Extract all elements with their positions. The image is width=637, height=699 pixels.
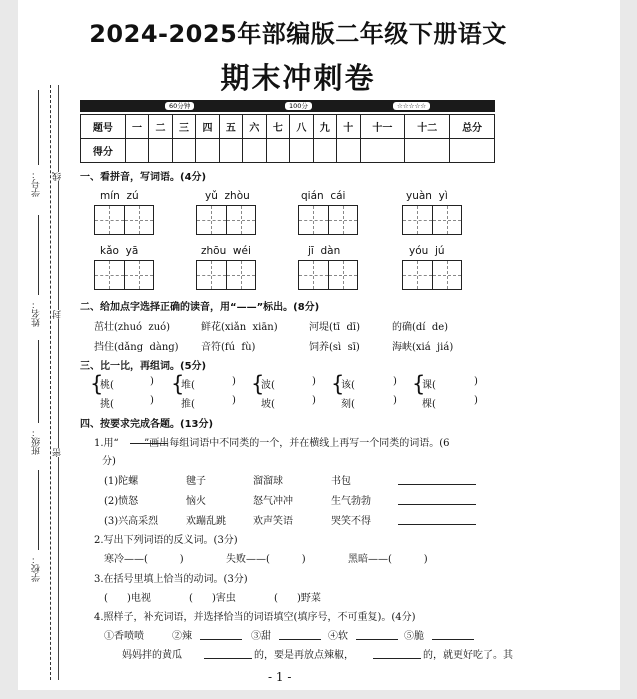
compare-close: ): [312, 395, 316, 406]
q4-part1-instruction: 1.用“ ”画出每组词语中不同类的一个，并在横线上再写一个同类的词语。(6: [94, 438, 450, 449]
writing-grid[interactable]: [298, 205, 358, 235]
score-cell[interactable]: [313, 139, 336, 163]
example-underline: [130, 443, 168, 444]
compare-char: 课(: [422, 380, 436, 391]
word-item: 欢蹦乱跳: [186, 516, 226, 527]
q4-part2-title: 2.写出下列词语的反义词。(3分): [94, 535, 238, 546]
exam-title: 2024-2025年部编版二年级下册语文: [89, 20, 507, 48]
writing-grid[interactable]: [196, 260, 256, 290]
pronunciation-item: 音符(fú fù): [201, 342, 256, 353]
brace: {: [90, 372, 104, 396]
compare-close: ): [393, 395, 397, 406]
writing-grid[interactable]: [298, 260, 358, 290]
class-line: [38, 340, 39, 423]
word-item: 书包: [331, 476, 351, 487]
antonym-item[interactable]: 寒冷——( ): [104, 554, 184, 565]
fill-word: ②辣: [172, 631, 192, 642]
score-col: 九: [313, 115, 336, 139]
score-cell[interactable]: [125, 139, 148, 163]
pronunciation-item: 鲜花(xiǎn xiān): [201, 322, 278, 333]
answer-line[interactable]: [398, 484, 476, 485]
pinyin-label: qián cái: [301, 190, 346, 202]
score-cell[interactable]: [405, 139, 450, 163]
q4-title: 四、按要求完成各题。(13分): [80, 419, 214, 430]
answer-line[interactable]: [373, 658, 421, 659]
answer-line[interactable]: [432, 639, 474, 640]
score-cell[interactable]: [243, 139, 266, 163]
compare-close: ): [474, 395, 478, 406]
score-col: 十一: [360, 115, 405, 139]
binding-mark-xian: 线: [53, 172, 63, 181]
exam-sheet: [18, 0, 620, 690]
brace: {: [331, 372, 345, 396]
compare-close: ): [474, 376, 478, 387]
brace: {: [171, 372, 185, 396]
word-item: 哭笑不得: [331, 516, 371, 527]
exam-subtitle: 期末冲刺卷: [220, 61, 376, 95]
exam-info-bar: [80, 100, 495, 112]
word-item: 生气勃勃: [331, 496, 371, 507]
q2-title: 二、给加点字选择正确的读音，用“——”标出。(8分): [80, 302, 320, 313]
score-col: 八: [290, 115, 313, 139]
score-col: 一: [125, 115, 148, 139]
word-item: 毽子: [186, 476, 206, 487]
compare-close: ): [150, 395, 154, 406]
compare-char: 波(: [261, 380, 275, 391]
pronunciation-item: 茁壮(zhuó zuó): [94, 322, 171, 333]
score-cell[interactable]: [266, 139, 289, 163]
verb-item[interactable]: ( )电视: [104, 593, 151, 604]
verb-item[interactable]: ( )害虫: [189, 593, 236, 604]
score-col: 五: [219, 115, 242, 139]
compare-char: 刻(: [341, 399, 355, 410]
class-label: 班级：: [32, 428, 42, 455]
writing-grid[interactable]: [94, 205, 154, 235]
q3-title: 三、比一比，再组词。(5分): [80, 361, 207, 372]
score-col: 三: [172, 115, 195, 139]
score-table-header-row: [81, 115, 495, 139]
word-item: 恼火: [186, 496, 206, 507]
page-number: - 1 -: [268, 670, 292, 684]
score-cell[interactable]: [196, 139, 219, 163]
score-cell[interactable]: [360, 139, 405, 163]
pronunciation-item: 海峡(xiá jiá): [392, 342, 454, 353]
pinyin-label: yóu jú: [409, 245, 445, 257]
score-table-row-label: 题号: [81, 115, 126, 139]
answer-line[interactable]: [398, 504, 476, 505]
pinyin-label: mín zú: [100, 190, 139, 202]
answer-line[interactable]: [200, 639, 242, 640]
brace: {: [251, 372, 265, 396]
antonym-item[interactable]: 黑暗——( ): [348, 554, 428, 565]
writing-grid[interactable]: [402, 260, 462, 290]
name-line: [38, 215, 39, 295]
q4-part4-title: 4.照样子，补充词语，并选择恰当的词语填空(填序号，不可重复)。(4分): [94, 612, 416, 623]
sentence-part: 妈妈拌的黄瓜: [122, 650, 182, 661]
binding-mark-mi: 密: [53, 448, 63, 457]
compare-close: ): [312, 376, 316, 387]
word-item: 怒气冲冲: [253, 496, 293, 507]
score-cell[interactable]: [337, 139, 360, 163]
word-item: (2)愤怒: [104, 496, 139, 507]
antonym-item[interactable]: 失败——( ): [226, 554, 306, 565]
compare-char: 棵(: [422, 399, 436, 410]
q4-part3-title: 3.在括号里填上恰当的动词。(3分): [94, 574, 248, 585]
pinyin-label: yǔ zhòu: [205, 190, 250, 202]
name-label: 姓名：: [32, 300, 42, 327]
pronunciation-item: 的确(dí de): [392, 322, 449, 333]
compare-char: 坡(: [261, 399, 275, 410]
score-cell[interactable]: [219, 139, 242, 163]
q1-title: 一、看拼音，写词语。(4分): [80, 172, 207, 183]
score-table-score-row: [81, 139, 495, 163]
compare-char: 堆(: [181, 380, 195, 391]
school-label: 学校：: [32, 555, 42, 582]
score-col: 四: [196, 115, 219, 139]
answer-line[interactable]: [204, 658, 252, 659]
full-score-badge: 100分: [285, 102, 312, 110]
fill-word: ⑤脆: [404, 631, 424, 642]
verb-item[interactable]: ( )野菜: [274, 593, 321, 604]
pinyin-label: zhōu wéi: [201, 245, 251, 257]
compare-close: ): [232, 395, 236, 406]
fill-word: ④软: [328, 631, 348, 642]
pronunciation-item: 河堤(tī dī): [309, 322, 360, 333]
score-col: 七: [266, 115, 289, 139]
pinyin-label: yuàn yì: [406, 190, 448, 202]
compare-char: 推(: [181, 399, 195, 410]
writing-grid[interactable]: [196, 205, 256, 235]
time-limit-badge: 60分钟: [165, 102, 194, 110]
word-item: 欢声笑语: [253, 516, 293, 527]
pinyin-label: kǎo yā: [100, 245, 139, 257]
student-number-line: [38, 90, 39, 165]
pinyin-label: jī dàn: [308, 245, 341, 257]
answer-line[interactable]: [279, 639, 321, 640]
score-col: 十: [337, 115, 360, 139]
compare-close: ): [150, 376, 154, 387]
student-number-label: 学号：: [32, 170, 42, 197]
fill-word: ③甜: [251, 631, 271, 642]
writing-grid[interactable]: [94, 260, 154, 290]
binding-mark-feng: 封: [53, 310, 63, 319]
answer-line[interactable]: [398, 524, 476, 525]
difficulty-stars: ☆☆☆☆☆: [393, 102, 430, 110]
score-row-label: 得分: [81, 139, 126, 163]
q4-part1-instruction-cont: 分): [102, 456, 116, 467]
score-cell[interactable]: [290, 139, 313, 163]
score-cell-total[interactable]: [450, 139, 495, 163]
compare-close: ): [232, 376, 236, 387]
score-col: 十二: [405, 115, 450, 139]
sentence-part: 的，就更好吃了。其: [423, 650, 513, 661]
school-line: [38, 470, 39, 550]
score-col-total: 总分: [450, 115, 495, 139]
answer-line[interactable]: [356, 639, 398, 640]
brace: {: [412, 372, 426, 396]
score-col: 二: [149, 115, 172, 139]
score-cell[interactable]: [149, 139, 172, 163]
word-item: (3)兴高采烈: [104, 516, 159, 527]
score-col: 六: [243, 115, 266, 139]
compare-char: 该(: [341, 380, 355, 391]
compare-char: 挑(: [100, 399, 114, 410]
compare-char: 桃(: [100, 380, 114, 391]
score-cell[interactable]: [172, 139, 195, 163]
pronunciation-item: 饲养(sì sī): [309, 342, 360, 353]
example-word: ①香喷喷: [104, 631, 144, 642]
word-item: 溜溜球: [253, 476, 283, 487]
pronunciation-item: 挡住(dǎng dàng): [94, 342, 179, 353]
writing-grid[interactable]: [402, 205, 462, 235]
score-table: [80, 114, 495, 163]
sentence-part: 的，要是再放点辣椒，: [254, 650, 354, 661]
compare-close: ): [393, 376, 397, 387]
word-item: (1)陀螺: [104, 476, 139, 487]
